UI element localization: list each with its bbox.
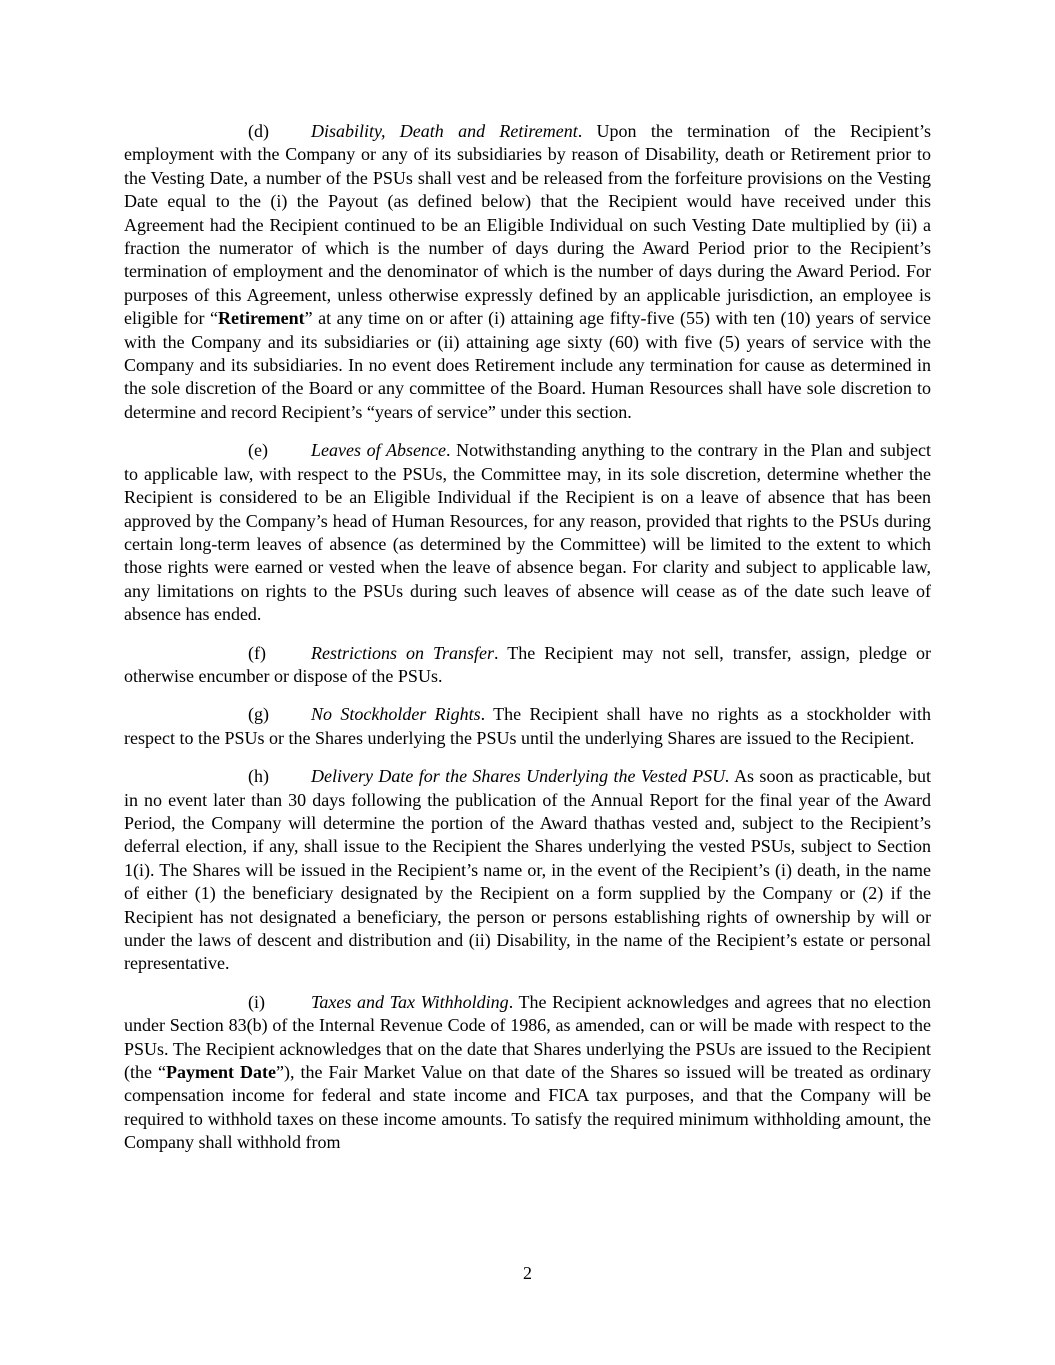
section-d-text-before: . Upon the termination of the Recipient’s employment with the Company or any of its subsidiaries by reason of Disability, death or Retirement prior to the Vesting Date, a number of the PSUs shall vest and be released from the forfeiture provisions on the Vesting Date equal to the (i) the Payout (as defined below) that the Recipient would have received under this Agreement had the Recipient continued to be an Eligible Individual on such Vesting Date multiplied by (ii) a fraction the numerator of which is the number of days during the Award Period prior to the Recipient’s termination of employment and the denominator of which is the number of days during the Award Period. For purposes of this Agreement, unless otherwise expressly defined by an applicable jurisdiction, an employee is eligible for “ [124, 121, 931, 329]
section-i-label: (i) [248, 991, 265, 1012]
section-f-paragraph [124, 642, 931, 689]
section-i-text-after: ”), the Fair Market Value on that date of the Shares so issued will be treated as ordinary compensation income for federal and state income and FICA tax purposes, and that the Company will be required to withhold taxes on these income amounts. To satisfy the required minimum withholding amount, the Company shall withhold from [124, 1062, 932, 1153]
section-d-text-after: ” at any time on or after (i) attaining age fifty-five (55) with ten (10) years of service with the Company and its subsidiaries or (ii) attaining age sixty (60) with five (5) years of service with the Company and its subsidiaries. In no event does Retirement include any termination for cause as determined in the sole discretion of the Board or any committee of the Board. Human Resources shall have sole discretion to determine and record Recipient’s “years of service” under this section. [124, 308, 931, 422]
section-e-title: Leaves of Absence [311, 440, 446, 461]
document-page [124, 120, 931, 1170]
section-d-paragraph [124, 120, 931, 424]
section-i-paragraph [124, 991, 931, 1155]
section-h-label: (h) [248, 766, 269, 787]
payment-date-defined-term: Payment Date [165, 1062, 276, 1083]
section-h-paragraph [124, 765, 931, 976]
retirement-defined-term: Retirement [217, 308, 305, 329]
section-i-text-before: . The Recipient acknowledges and agrees that no election under Section 83(b) of the Internal Revenue Code of 1986, as amended, can or will be made with respect to the PSUs. The Recipient acknowledges that on the date that Shares underlying the PSUs are issued to the Recipient (the “ [124, 991, 931, 1083]
section-g-text: . The Recipient shall have no rights as a stockholder with respect to the PSUs or the Shares underlying the PSUs until the underlying Shares are issued to the Recipient. [124, 704, 931, 748]
section-d-label: (d) [248, 121, 269, 141]
section-h-title: Delivery Date for the Shares Underlying the Vested PSU. [311, 766, 730, 787]
section-i-title: Taxes and Tax Withholding [311, 991, 509, 1012]
section-e-paragraph [124, 439, 931, 626]
section-f-title: Restrictions on Transfer [311, 642, 495, 663]
section-e-text: . Notwithstanding anything to the contrary in the Plan and subject to applicable law, with respect to the PSUs, the Committee may, in its sole discretion, determine whether the Recipient is considered to be an Eligible Individual if the Recipient is on a leave of absence that has been approved by the Company’s head of Human Resources, for any reason, provided that rights to the PSUs during certain long-term leaves of absence (as determined by the Committee) will be limited to the extent to which those rights were earned or vested when the leave of absence began. For clarity and subject to applicable law, any limitations on rights to the PSUs during such leaves of absence will cease as of the date such leave of absence has ended. [124, 440, 931, 625]
section-g-title: No Stockholder Rights [311, 704, 481, 725]
section-d-title: Disability, Death and Retirement [311, 121, 578, 141]
section-e-label: (e) [248, 440, 268, 461]
section-g-paragraph [124, 703, 931, 750]
section-h-text: As soon as practicable, but in no event later than 30 days following the publication of the Annual Report for the final year of the Award Period, the Company will determine the portion of the Award thathas vested and, subject to the Recipient’s deferral election, if any, shall issue to the Recipient the Shares underlying the vested PSUs, subject to Section 1(i). The Shares will be issued in the Recipient’s name or, in the event of the Recipient’s (i) death, in the name of either (1) the beneficiary designated by the Recipient on a form supplied by the Company or (2) if the Recipient has not designated a beneficiary, the person or persons establishing rights of ownership by will or under the laws of descent and distribution and (ii) Disability, in the name of the Recipient’s estate or personal representative. [124, 766, 931, 974]
page-number: 2 [523, 1263, 532, 1283]
section-f-label: (f) [248, 642, 266, 663]
section-f-text: . The Recipient may not sell, transfer, assign, pledge or otherwise encumber or dispose of the PSUs. [124, 642, 932, 686]
section-g-label: (g) [248, 704, 269, 725]
